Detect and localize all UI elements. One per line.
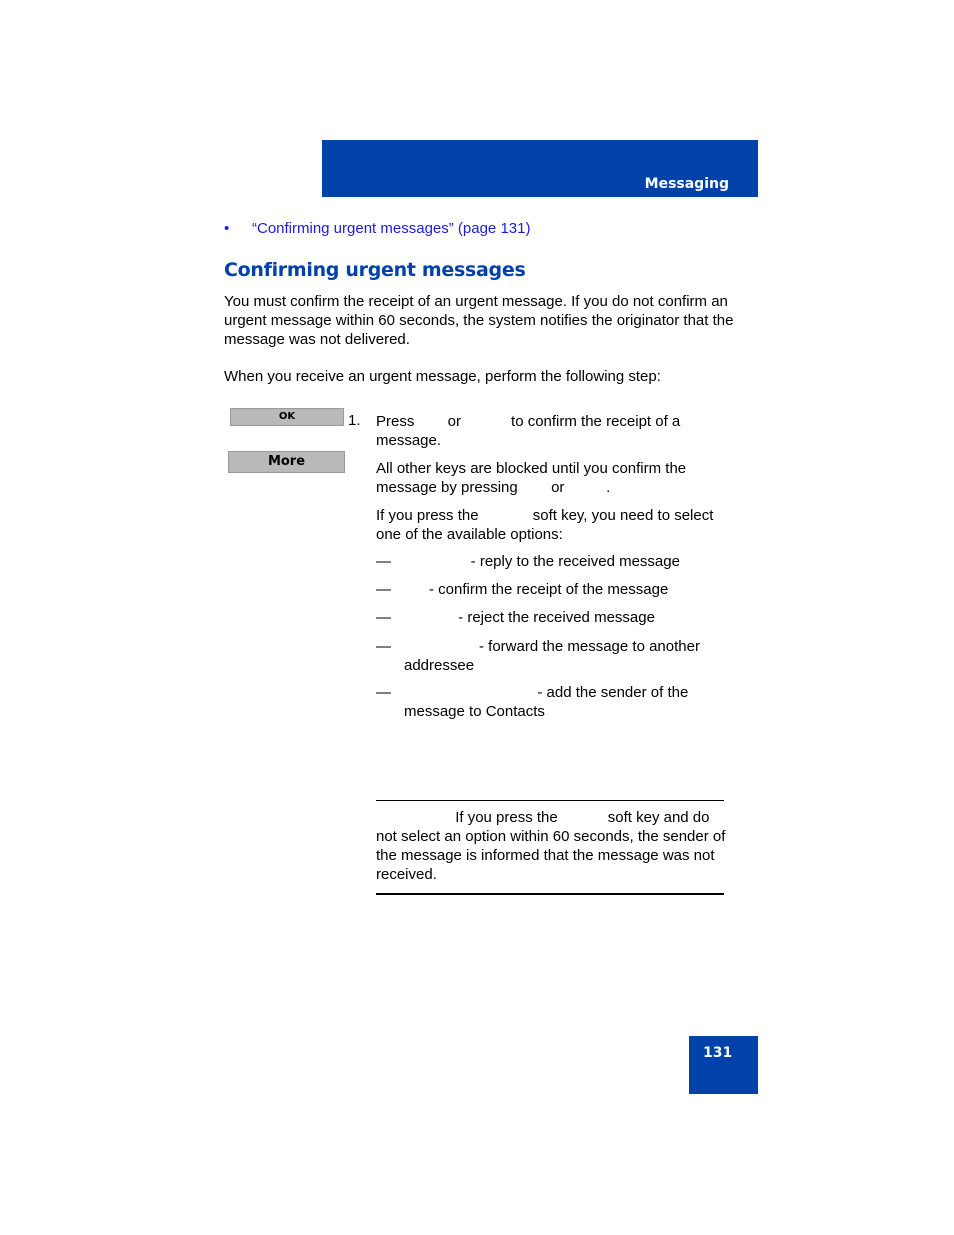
option-text: - forward the message to another bbox=[404, 638, 700, 655]
page-number: 131 bbox=[703, 1045, 733, 1061]
dash-icon: — bbox=[376, 684, 391, 701]
option-forward bbox=[376, 637, 716, 675]
option-continuation: addressee bbox=[404, 657, 475, 674]
note-text: If you press the soft key and do not select an option within 60 seconds, the sender of the message is informed that the message was not received. bbox=[376, 809, 730, 883]
step-if-press-text: If you press the soft key, you need to select one of the available options: bbox=[376, 507, 718, 543]
option-confirm bbox=[376, 580, 716, 599]
note-bottom-rule bbox=[376, 893, 724, 895]
option-reject bbox=[376, 608, 716, 627]
dash-icon: — bbox=[376, 581, 391, 598]
header-bar bbox=[322, 140, 758, 197]
option-continuation: message to Contacts bbox=[404, 703, 545, 720]
step-number: 1. bbox=[348, 412, 361, 429]
option-text: - confirm the receipt of the message bbox=[404, 581, 669, 598]
more-softkey: More bbox=[228, 451, 345, 473]
intro-paragraph: You must confirm the receipt of an urgent message. If you do not confirm an urgent message within 60 seconds, the system notifies the originator that the message was not delivered. bbox=[224, 293, 734, 348]
lead-paragraph: When you receive an urgent message, perform the following step: bbox=[224, 368, 661, 385]
step-blocked-text: All other keys are blocked until you confirm the message by pressing or . bbox=[376, 460, 691, 496]
toc-link[interactable] bbox=[224, 220, 530, 237]
toc-link-text[interactable]: “Confirming urgent messages” (page 131) bbox=[252, 220, 531, 237]
header-title: Messaging bbox=[644, 176, 729, 192]
page-number-box bbox=[689, 1036, 758, 1094]
option-text: - add the sender of the bbox=[404, 684, 689, 701]
bullet-icon: • bbox=[224, 220, 230, 237]
option-add-contact bbox=[376, 683, 716, 721]
dash-icon: — bbox=[376, 609, 391, 626]
step-press-text: Press or to confirm the receipt of a message. bbox=[376, 413, 685, 449]
note-top-rule bbox=[376, 800, 724, 801]
option-text: - reject the received message bbox=[404, 609, 655, 626]
dash-icon: — bbox=[376, 553, 391, 570]
dash-icon: — bbox=[376, 638, 391, 655]
ok-softkey: OK bbox=[230, 408, 344, 426]
section-title: Confirming urgent messages bbox=[224, 259, 526, 281]
option-text: - reply to the received message bbox=[404, 553, 680, 570]
option-reply bbox=[376, 552, 716, 571]
